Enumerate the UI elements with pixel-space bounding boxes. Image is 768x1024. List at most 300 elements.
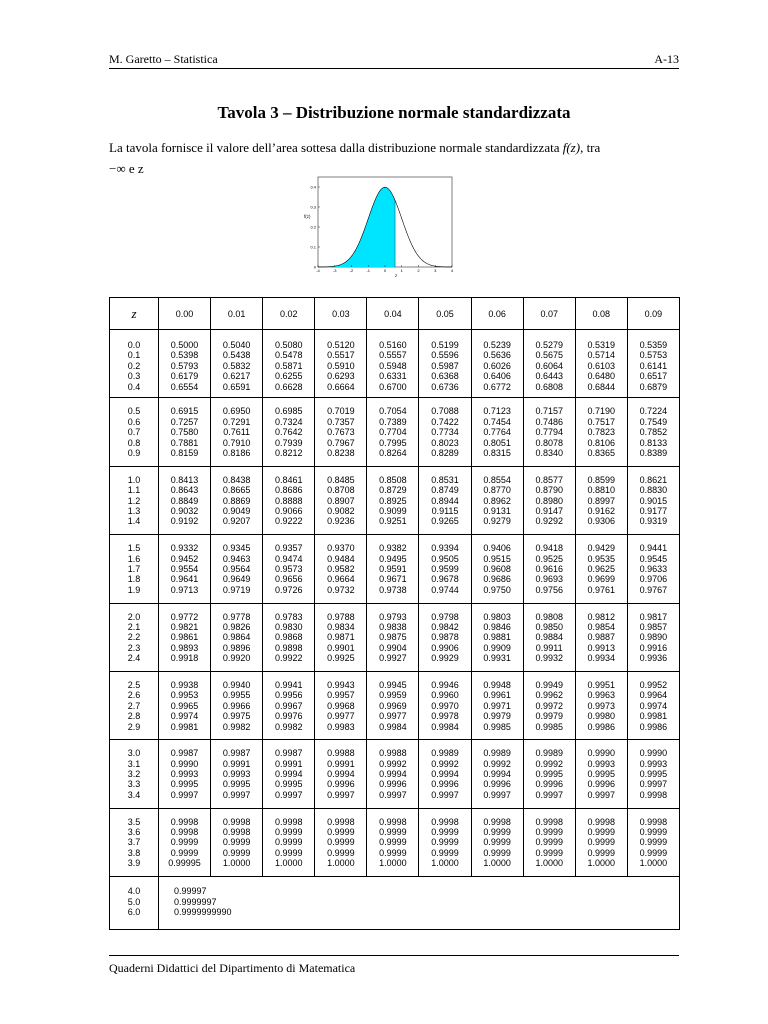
cumulative-probability: 0.8238	[327, 448, 355, 458]
cumulative-probability: 0.9998	[639, 789, 668, 800]
cumulative-probability: 0.9904	[379, 642, 407, 653]
value-cell	[367, 535, 419, 603]
cumulative-probability: 0.5478	[274, 350, 303, 361]
cumulative-probability: 0.9964	[639, 690, 668, 701]
cumulative-probability: 0.5910	[327, 360, 355, 371]
cumulative-probability: 0.6255	[274, 371, 303, 382]
x-tick-label: 2	[417, 268, 420, 273]
cumulative-probability: 0.9993	[222, 769, 251, 780]
cumulative-probability: 0.9999	[222, 847, 251, 858]
cumulative-probability: 0.9515	[483, 553, 511, 564]
value-cell	[315, 603, 367, 671]
cumulative-probability: 0.9986	[639, 721, 668, 732]
cumulative-probability: 0.9406	[483, 543, 511, 554]
cumulative-probability: 0.8389	[639, 448, 668, 458]
cumulative-probability: 0.8997	[587, 495, 616, 506]
cumulative-probability: 0.5832	[222, 360, 251, 371]
cumulative-probability: 0.9997	[587, 789, 616, 800]
page-header	[109, 50, 679, 69]
cumulative-probability: 0.6772	[483, 381, 511, 392]
cumulative-probability: 0.9861	[170, 632, 199, 643]
value-cell	[627, 671, 679, 739]
table-row-group	[110, 330, 680, 398]
z-value: 3.1	[127, 758, 141, 769]
table-row-group	[110, 535, 680, 603]
cumulative-probability: 0.9177	[639, 505, 668, 516]
z-value: 3.2	[127, 769, 141, 780]
cumulative-probability: 0.9890	[639, 632, 668, 643]
cumulative-probability: 0.9940	[222, 679, 251, 690]
y-tick-label: 0.1	[310, 244, 316, 250]
cumulative-probability: 0.9788	[327, 611, 355, 622]
cumulative-probability: 0.9854	[587, 621, 616, 632]
y-tick-label: 0.4	[310, 184, 316, 190]
cumulative-probability: 0.9931	[483, 653, 511, 664]
cumulative-probability: 0.9999	[587, 827, 616, 838]
z-cell	[110, 466, 159, 534]
cumulative-probability: 0.9998	[379, 816, 407, 827]
cumulative-probability: 0.5793	[170, 360, 199, 371]
cumulative-probability: 0.7054	[379, 406, 407, 417]
cumulative-probability: 0.9999	[535, 837, 563, 848]
z-value: 3.7	[127, 837, 141, 848]
z-value: 1.8	[127, 574, 141, 585]
value-cell	[263, 808, 315, 876]
z-column-header: z	[110, 298, 159, 330]
column-header: 0.06	[471, 298, 523, 330]
cumulative-probability: 0.9998	[222, 827, 251, 838]
cumulative-probability: 0.6985	[274, 406, 303, 417]
cumulative-probability: 0.8830	[639, 485, 668, 496]
value-cell	[367, 740, 419, 808]
cumulative-probability: 0.9975	[222, 711, 251, 722]
cumulative-probability: 0.9608	[483, 563, 511, 574]
cumulative-probability: 0.9997	[379, 789, 407, 800]
table-row-group	[110, 808, 680, 876]
cumulative-probability: 0.9599	[431, 563, 459, 574]
z-value: 3.4	[127, 789, 141, 800]
cumulative-probability: 0.6950	[222, 406, 251, 417]
cumulative-probability: 0.5675	[535, 350, 563, 361]
z-value: 0.2	[127, 360, 141, 371]
z-value: 3.8	[127, 847, 141, 858]
cumulative-probability: 0.9982	[222, 721, 251, 732]
value-cell	[367, 603, 419, 671]
z-value: 1.0	[127, 474, 141, 485]
cumulative-probability: 0.7611	[223, 427, 251, 438]
cumulative-probability: 0.7088	[431, 406, 459, 417]
cumulative-probability: 0.9761	[587, 584, 616, 595]
value-cell	[575, 466, 627, 534]
cumulative-probability: 0.9916	[639, 642, 668, 653]
value-cell	[315, 330, 367, 398]
column-header: 0.01	[211, 298, 263, 330]
cumulative-probability: 0.9999999990	[174, 907, 232, 917]
x-tick-label: -1	[366, 268, 371, 273]
description-tail: , tra	[580, 140, 601, 155]
cumulative-probability: 0.9999	[483, 827, 511, 838]
cumulative-probability: 0.9484	[327, 553, 355, 564]
z-value: 0.3	[127, 371, 141, 382]
cumulative-probability: 0.9969	[379, 700, 407, 711]
cumulative-probability: 0.9896	[222, 642, 251, 653]
z-value: 3.6	[127, 827, 141, 838]
cumulative-probability: 0.9808	[535, 611, 563, 622]
cumulative-probability: 0.9960	[431, 690, 459, 701]
z-cell	[110, 740, 159, 808]
z-value: 1.6	[127, 553, 141, 564]
value-cell	[627, 398, 679, 466]
cumulative-probability: 0.9948	[483, 679, 511, 690]
cumulative-probability: 0.9998	[483, 816, 511, 827]
cumulative-probability: 0.9984	[431, 721, 459, 732]
value-cell	[627, 740, 679, 808]
cumulative-probability: 0.9830	[274, 621, 303, 632]
cumulative-probability: 0.5636	[483, 350, 511, 361]
value-cell	[471, 671, 523, 739]
cumulative-probability: 0.9505	[431, 553, 459, 564]
cumulative-probability: 0.9767	[639, 584, 668, 595]
cumulative-probability: 0.7995	[379, 437, 407, 448]
z-value: 2.6	[127, 690, 141, 701]
value-cell	[627, 535, 679, 603]
cumulative-probability: 0.5753	[639, 350, 668, 361]
cumulative-probability: 0.9999	[431, 847, 459, 858]
cumulative-probability: 0.9850	[535, 621, 563, 632]
cumulative-probability: 0.9370	[327, 543, 355, 554]
cumulative-probability: 0.6406	[483, 371, 511, 382]
cumulative-probability: 0.9988	[327, 748, 355, 759]
cumulative-probability: 0.7190	[587, 406, 616, 417]
column-header: 0.07	[523, 298, 575, 330]
cumulative-probability: 0.9686	[483, 574, 511, 585]
cumulative-probability: 0.7794	[535, 427, 563, 438]
value-cell	[211, 603, 263, 671]
cumulative-probability: 0.9015	[639, 495, 668, 506]
cumulative-probability: 0.9965	[170, 700, 199, 711]
value-cell	[471, 808, 523, 876]
cumulative-probability: 1.0000	[483, 858, 511, 869]
value-cell	[627, 330, 679, 398]
cumulative-probability: 1.0000	[639, 858, 668, 869]
cumulative-probability: 0.9099	[379, 505, 407, 516]
value-cell	[523, 330, 575, 398]
z-value: 3.9	[127, 858, 141, 869]
cumulative-probability: 0.9864	[222, 632, 251, 643]
cumulative-probability: 0.5279	[535, 340, 563, 350]
cumulative-probability: 0.7642	[274, 427, 303, 438]
cumulative-probability: 0.8907	[327, 495, 355, 506]
cumulative-probability: 0.9115	[431, 505, 459, 516]
cumulative-probability: 0.9357	[274, 543, 303, 554]
cumulative-probability: 0.8289	[431, 448, 459, 458]
cumulative-probability: 0.7881	[170, 437, 199, 448]
cumulative-probability: 0.9999	[327, 837, 355, 848]
cumulative-probability: 0.9616	[535, 563, 563, 574]
cumulative-probability: 0.9750	[483, 584, 511, 595]
cumulative-probability: 0.9992	[535, 758, 563, 769]
value-cell	[471, 398, 523, 466]
value-cell	[419, 398, 471, 466]
cumulative-probability: 0.9913	[587, 642, 616, 653]
value-cell	[315, 535, 367, 603]
cumulative-probability: 0.9987	[222, 748, 251, 759]
z-value: 6.0	[127, 907, 141, 917]
value-cell	[263, 535, 315, 603]
cumulative-probability: 1.0000	[274, 858, 303, 869]
cumulative-probability: 0.9997	[274, 789, 303, 800]
cumulative-probability: 0.9474	[274, 553, 303, 564]
cumulative-probability: 0.9929	[431, 653, 459, 664]
cumulative-probability: 0.9941	[274, 679, 303, 690]
cumulative-probability: 0.9463	[222, 553, 251, 564]
value-cell	[211, 535, 263, 603]
cumulative-probability: 0.5319	[587, 340, 616, 350]
cumulative-probability: 0.9279	[483, 516, 511, 527]
cumulative-probability: 0.9719	[222, 584, 251, 595]
cumulative-probability: 0.9633	[639, 563, 668, 574]
normal-curve-graph	[300, 171, 460, 279]
cumulative-probability: 0.9996	[327, 779, 355, 790]
cumulative-probability: 0.9319	[639, 516, 668, 527]
cumulative-probability: 0.9429	[587, 543, 616, 554]
column-header: 0.03	[315, 298, 367, 330]
z-value: 2.9	[127, 721, 141, 732]
cumulative-probability: 0.7123	[483, 406, 511, 417]
cumulative-probability: 0.9693	[535, 574, 563, 585]
cumulative-probability: 0.5160	[379, 340, 407, 350]
z-value: 0.4	[127, 381, 141, 392]
cumulative-probability: 0.6808	[535, 381, 563, 392]
cumulative-probability: 0.9999997	[174, 896, 217, 907]
cumulative-probability: 0.8264	[379, 448, 407, 458]
cumulative-probability: 0.6064	[535, 360, 563, 371]
cumulative-probability: 0.9999	[274, 827, 303, 838]
z-value: 0.6	[127, 416, 141, 427]
cumulative-probability: 0.9995	[170, 779, 199, 790]
cumulative-probability: 0.99995	[168, 858, 201, 869]
cumulative-probability: 0.9987	[170, 748, 199, 759]
cumulative-probability: 0.9641	[170, 574, 199, 585]
page-footer: Quaderni Didattici del Dipartimento di Matematica	[109, 955, 679, 976]
cumulative-probability: 0.9999	[639, 837, 668, 848]
cumulative-probability: 0.9999	[327, 847, 355, 858]
cumulative-probability: 0.7823	[587, 427, 616, 438]
cumulative-probability: 0.8686	[274, 485, 303, 496]
cumulative-probability: 0.9974	[170, 711, 199, 722]
cumulative-probability: 0.9826	[222, 621, 251, 632]
cumulative-probability: 0.5557	[379, 350, 407, 361]
cumulative-probability: 0.9997	[431, 789, 459, 800]
cumulative-probability: 0.9997	[222, 789, 251, 800]
cumulative-probability: 0.9998	[222, 816, 251, 827]
value-cell	[627, 603, 679, 671]
cumulative-probability: 0.9706	[639, 574, 668, 585]
cumulative-probability: 0.6443	[535, 371, 563, 382]
cumulative-probability: 0.9963	[587, 690, 616, 701]
cumulative-probability: 0.8159	[170, 448, 199, 458]
cumulative-probability: 0.5596	[431, 350, 459, 361]
cumulative-probability: 0.9999	[639, 827, 668, 838]
cumulative-probability: 0.9989	[431, 748, 459, 759]
value-cell	[523, 603, 575, 671]
cumulative-probability: 0.9993	[639, 758, 668, 769]
z-value: 2.5	[127, 679, 141, 690]
cumulative-probability: 0.5987	[431, 360, 459, 371]
z-cell	[110, 877, 159, 930]
cumulative-probability: 0.9798	[431, 611, 459, 622]
value-cell	[159, 466, 211, 534]
value-cell	[523, 398, 575, 466]
cumulative-probability: 0.9946	[431, 679, 459, 690]
cumulative-probability: 0.8599	[587, 474, 616, 485]
value-cell	[315, 808, 367, 876]
cumulative-probability: 0.9932	[535, 653, 563, 664]
cumulative-probability: 0.8888	[274, 495, 303, 506]
x-tick-label: -2	[349, 268, 354, 273]
cumulative-probability: 1.0000	[535, 858, 563, 869]
cumulative-probability: 0.9664	[327, 574, 355, 585]
cumulative-probability: 0.8365	[587, 448, 616, 458]
cumulative-probability: 0.9049	[222, 505, 251, 516]
cumulative-probability: 0.8643	[170, 485, 199, 496]
cumulative-probability: 0.9922	[274, 653, 303, 664]
cumulative-probability: 0.7517	[587, 416, 616, 427]
cumulative-probability: 0.9992	[431, 758, 459, 769]
cumulative-probability: 0.9726	[274, 584, 303, 595]
cumulative-probability: 0.9999	[483, 837, 511, 848]
cumulative-probability: 0.9936	[639, 653, 668, 664]
z-value: 3.3	[127, 779, 141, 790]
z-value: 0.1	[127, 350, 141, 361]
cumulative-probability: 0.9901	[327, 642, 355, 653]
cumulative-probability: 0.9998	[587, 816, 616, 827]
cumulative-probability: 0.9977	[379, 711, 407, 722]
cumulative-probability: 0.9878	[431, 632, 459, 643]
cumulative-probability: 0.9564	[222, 563, 251, 574]
z-cell	[110, 330, 159, 398]
value-cell	[263, 466, 315, 534]
cumulative-probability: 0.9991	[222, 758, 251, 769]
cumulative-probability: 0.9997	[483, 789, 511, 800]
cumulative-probability: 0.8340	[535, 448, 563, 458]
cumulative-probability: 0.9998	[170, 816, 199, 827]
cumulative-probability: 0.9983	[327, 721, 355, 732]
value-cell	[263, 671, 315, 739]
cumulative-probability: 0.9938	[170, 679, 199, 690]
cumulative-probability: 0.8133	[639, 437, 668, 448]
cumulative-probability: 0.9671	[379, 574, 407, 585]
cumulative-probability: 1.0000	[379, 858, 407, 869]
cumulative-probability: 0.9591	[379, 563, 407, 574]
cumulative-probability: 0.9994	[483, 769, 511, 780]
cumulative-probability: 0.9292	[535, 516, 563, 527]
cumulative-probability: 0.9778	[222, 611, 251, 622]
cumulative-probability: 0.9756	[535, 584, 563, 595]
cumulative-probability: 0.8944	[431, 495, 459, 506]
cumulative-probability: 0.8438	[222, 474, 251, 485]
value-cell	[627, 808, 679, 876]
value-cell	[367, 466, 419, 534]
cumulative-probability: 0.9985	[535, 721, 563, 732]
cumulative-probability: 0.9972	[535, 700, 563, 711]
cumulative-probability: 0.9535	[587, 553, 616, 564]
cumulative-probability: 0.9162	[587, 505, 616, 516]
cumulative-probability: 0.9952	[639, 679, 668, 690]
cumulative-probability: 0.9656	[274, 574, 303, 585]
cumulative-probability: 0.9998	[431, 816, 459, 827]
z-value: 2.4	[127, 653, 141, 664]
x-tick-label: 0	[383, 268, 387, 273]
cumulative-probability: 0.9984	[379, 721, 407, 732]
cumulative-probability: 0.7357	[327, 416, 355, 427]
cumulative-probability: 0.7967	[327, 437, 355, 448]
cumulative-probability: 0.9999	[327, 827, 355, 838]
value-cell	[367, 398, 419, 466]
cumulative-probability: 0.8980	[535, 495, 563, 506]
z-value: 1.3	[127, 505, 141, 516]
z-value: 2.1	[127, 621, 141, 632]
cumulative-probability: 0.7389	[379, 416, 407, 427]
value-cell	[315, 671, 367, 739]
value-cell	[159, 808, 211, 876]
cumulative-probability: 0.9999	[483, 847, 511, 858]
z-value: 2.7	[127, 700, 141, 711]
z-value: 1.5	[127, 543, 141, 554]
cumulative-probability: 0.8106	[587, 437, 616, 448]
cumulative-probability: 0.9817	[639, 611, 668, 622]
cumulative-probability: 0.9821	[170, 621, 199, 632]
cumulative-probability: 0.9846	[483, 621, 511, 632]
cumulative-probability: 0.9995	[222, 779, 251, 790]
cumulative-probability: 0.9992	[379, 758, 407, 769]
table-header-row	[110, 298, 680, 330]
value-cell	[575, 535, 627, 603]
cumulative-probability: 0.9977	[327, 711, 355, 722]
cumulative-probability: 0.6700	[379, 381, 407, 392]
x-tick-label: -4	[316, 268, 320, 273]
value-cell	[471, 466, 523, 534]
cumulative-probability: 0.9918	[170, 653, 199, 664]
cumulative-probability: 0.9957	[327, 690, 355, 701]
x-tick-label: 3	[434, 268, 437, 273]
cumulative-probability: 0.8078	[535, 437, 563, 448]
z-cell	[110, 808, 159, 876]
z-value: 2.3	[127, 642, 141, 653]
cumulative-probability: 0.9222	[274, 516, 303, 527]
cumulative-probability: 0.9306	[587, 516, 616, 527]
cumulative-probability: 0.9920	[222, 653, 251, 664]
cumulative-probability: 0.9495	[379, 553, 407, 564]
cumulative-probability: 0.9332	[170, 543, 199, 554]
value-cell	[211, 398, 263, 466]
cumulative-probability: 0.9993	[587, 758, 616, 769]
cumulative-probability: 0.9192	[170, 516, 199, 527]
x-tick-label: 4	[450, 268, 454, 273]
cumulative-probability: 0.9990	[587, 748, 616, 759]
cumulative-probability: 0.6517	[639, 371, 668, 382]
value-cell	[211, 808, 263, 876]
cumulative-probability: 0.8708	[327, 485, 355, 496]
cumulative-probability: 0.9997	[170, 789, 199, 800]
cumulative-probability: 0.7224	[639, 406, 668, 417]
cumulative-probability: 0.9997	[535, 789, 563, 800]
cumulative-probability: 0.8461	[274, 474, 303, 485]
cumulative-probability: 1.0000	[431, 858, 459, 869]
cumulative-probability: 0.9951	[587, 679, 616, 690]
cumulative-probability: 0.9999	[379, 837, 407, 848]
cumulative-probability: 0.9834	[327, 621, 355, 632]
